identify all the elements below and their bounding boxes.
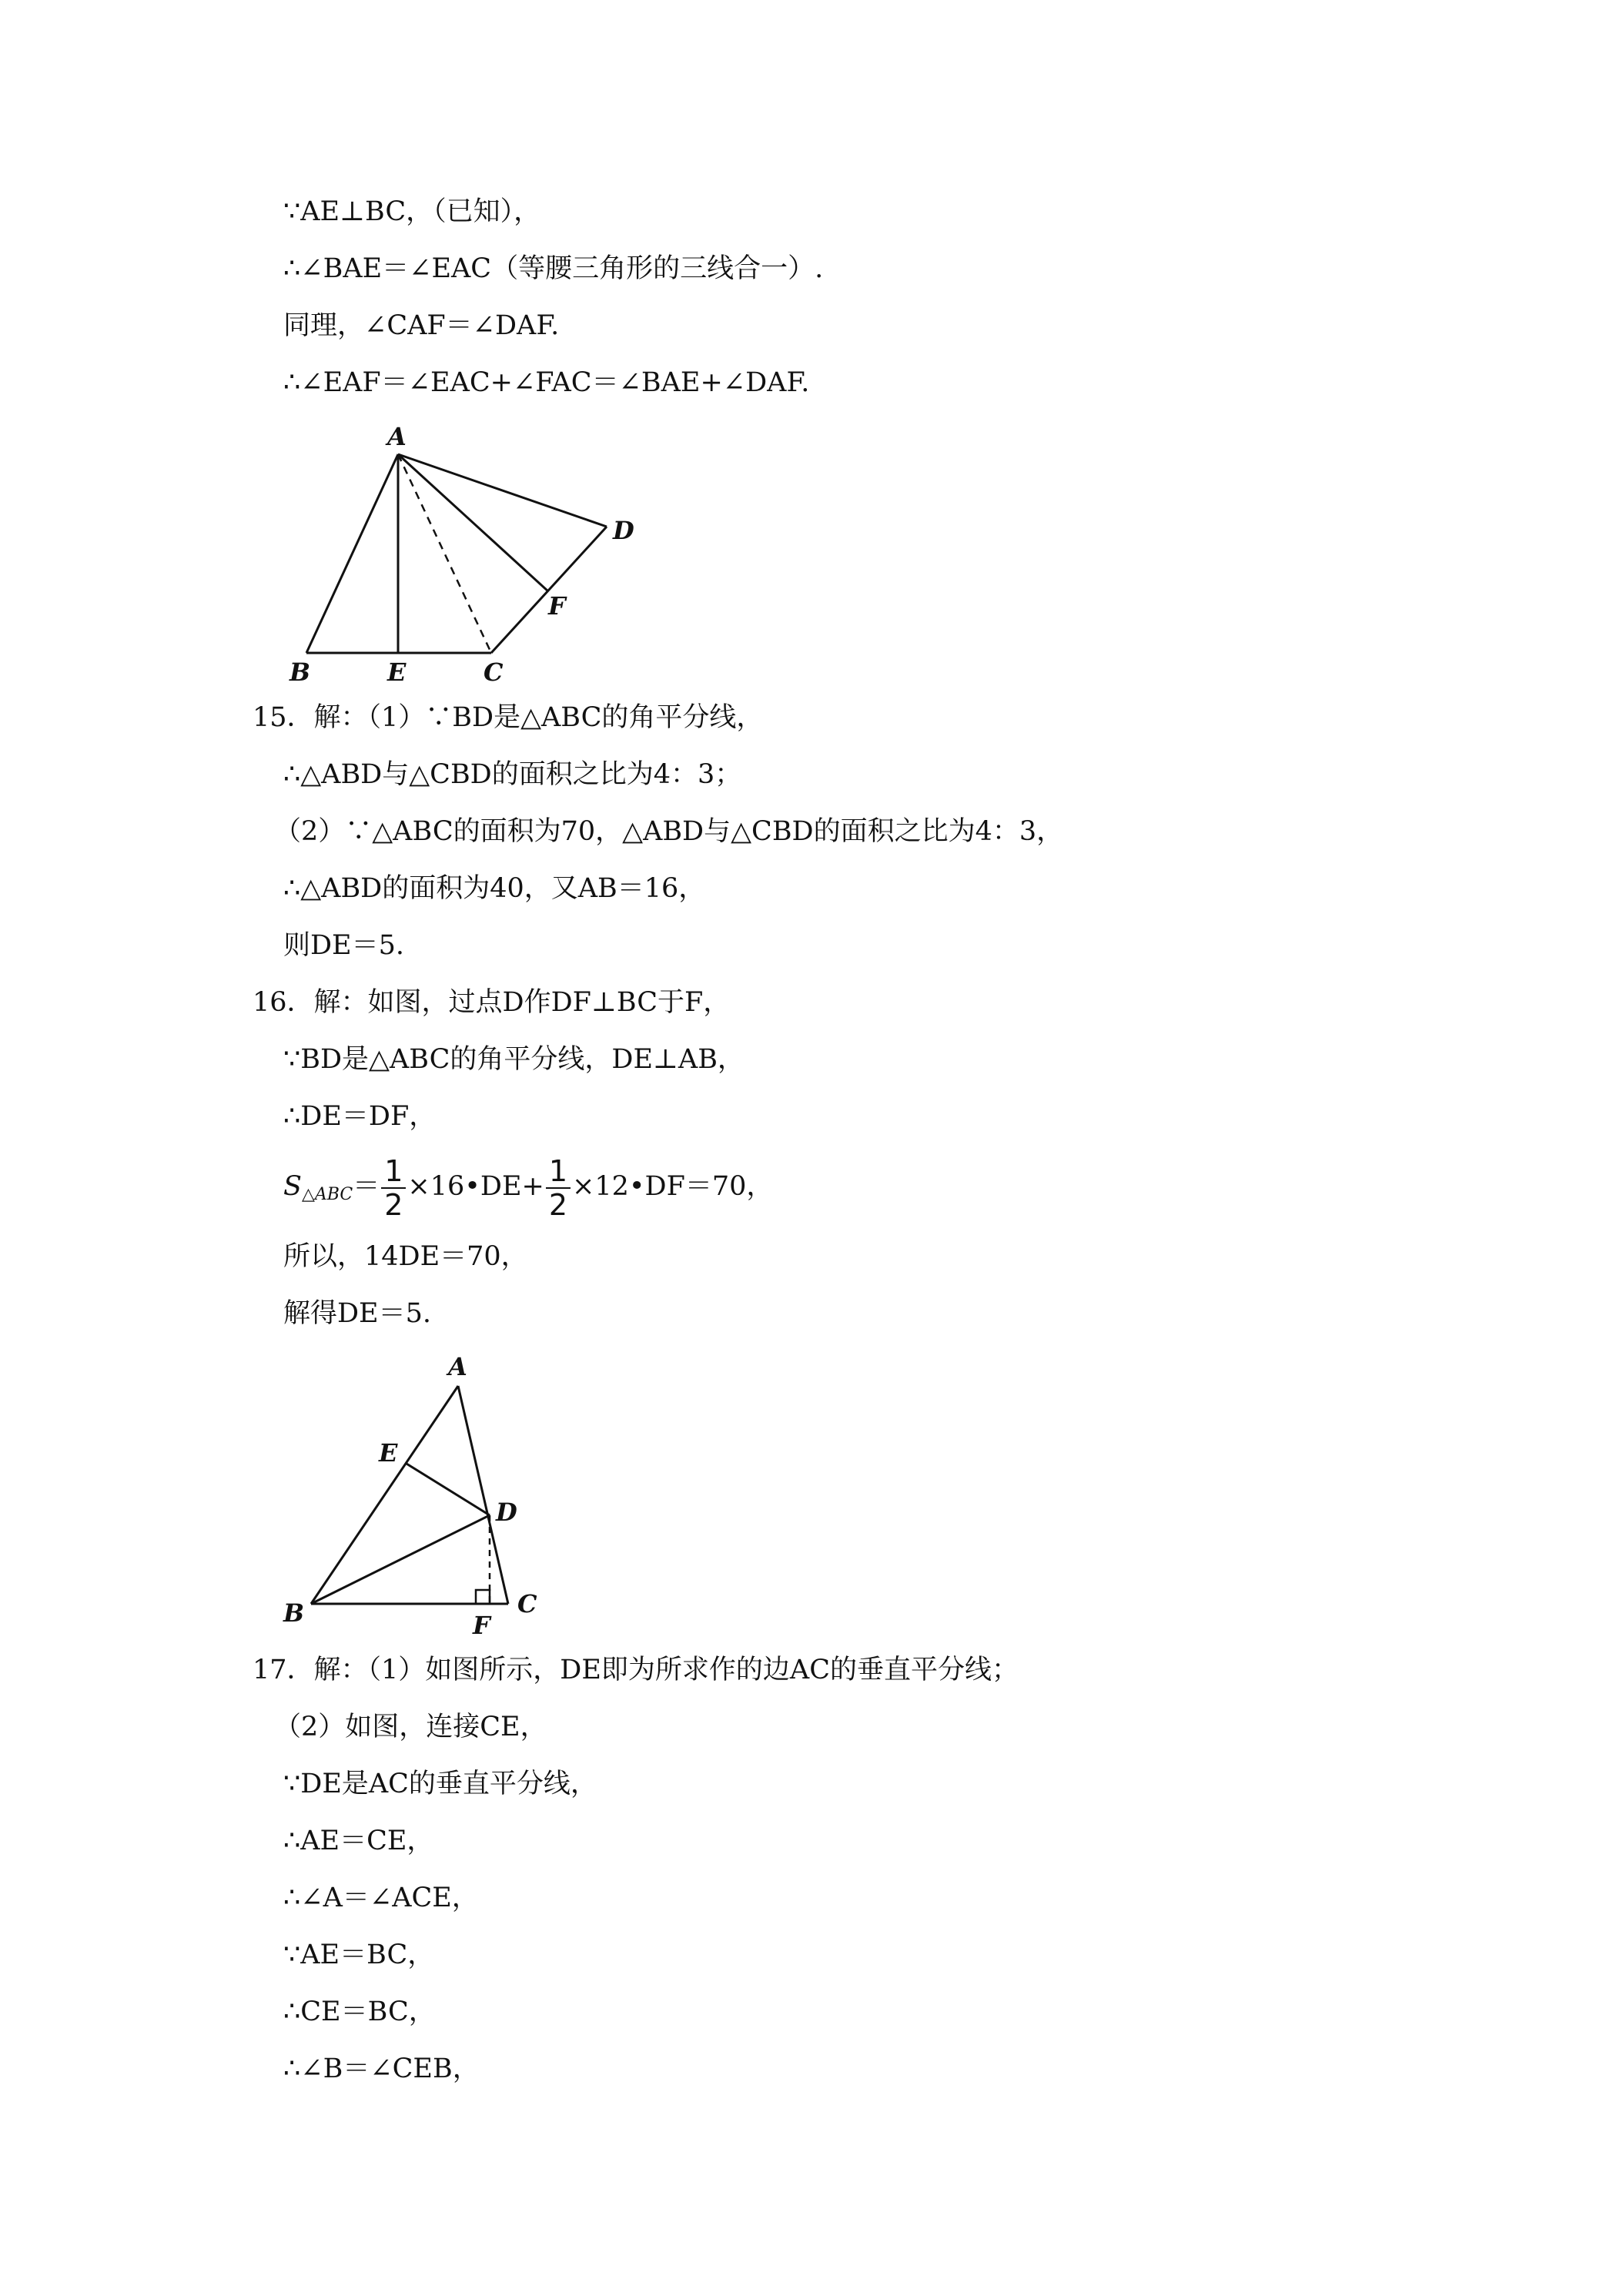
text-line: ∴∠EAF＝∠EAC+∠FAC＝∠BAE+∠DAF. <box>283 367 810 398</box>
text-line: 解得DE＝5. <box>283 1298 432 1329</box>
formula-end: ×12•DF＝70， <box>572 1171 774 1202</box>
text-line: ∵AE⊥BC，（已知）， <box>283 196 541 227</box>
label-e: E <box>387 658 407 687</box>
text-line: ∵DE是AC的垂直平分线， <box>283 1769 597 1799</box>
figure-quadrilateral <box>285 423 647 693</box>
text-line: 15．解：（1）∵BD是△ABC的角平分线， <box>253 702 764 733</box>
fraction-half: $\frac{1}{2}$ <box>381 1155 406 1221</box>
text-line: ∴∠A＝∠ACE， <box>283 1883 479 1913</box>
fraction-half: $\frac{1}{2}$ <box>546 1155 571 1221</box>
text-line: （2）∵△ABC的面积为70，△ABD与△CBD的面积之比为4：3， <box>274 816 1064 847</box>
formula-middle: ×16•DE+ <box>407 1171 544 1202</box>
label-b: B <box>283 1598 305 1628</box>
formula-equals: ＝ <box>353 1171 380 1202</box>
label-b: B <box>289 658 311 687</box>
segment-ad <box>398 454 607 527</box>
text-line: ∴CE＝BC， <box>283 1996 436 2027</box>
right-angle-mark <box>476 1590 490 1604</box>
text-line: ∴△ABD的面积为40，又AB＝16， <box>283 873 706 904</box>
text-line: ∴∠B＝∠CEB， <box>283 2053 480 2084</box>
area-formula <box>283 1150 773 1223</box>
label-d: D <box>613 516 634 545</box>
label-d: D <box>496 1498 517 1527</box>
label-a: A <box>448 1352 467 1381</box>
text-line: 同理，∠CAF＝∠DAF. <box>283 310 560 341</box>
label-e: E <box>379 1438 398 1468</box>
segment-ac <box>458 1386 508 1604</box>
text-line: 所以，14DE＝70， <box>283 1241 528 1272</box>
label-c: C <box>484 658 504 687</box>
label-f: F <box>548 591 566 621</box>
formula-subscript: △ABC <box>301 1185 353 1204</box>
text-line: 16．解：如图，过点D作DF⊥BC于F， <box>253 987 731 1018</box>
formula-s: S <box>283 1171 302 1202</box>
label-a: A <box>387 423 407 451</box>
text-line: ∴∠BAE＝∠EAC（等腰三角形的三线合一）. <box>283 253 824 284</box>
figure-triangle <box>277 1340 570 1640</box>
label-f: F <box>473 1611 490 1640</box>
text-line: ∴DE＝DF， <box>283 1101 437 1132</box>
text-line: 17．解：（1）如图所示，DE即为所求作的边AC的垂直平分线； <box>253 1655 1019 1685</box>
text-line: ∴AE＝CE， <box>283 1826 434 1856</box>
text-line: （2）如图，连接CE， <box>274 1712 547 1742</box>
segment-ab <box>311 1386 458 1604</box>
text-line: ∵BD是△ABC的角平分线，DE⊥AB， <box>283 1044 745 1075</box>
text-line: ∴△ABD与△CBD的面积之比为4：3； <box>283 759 742 790</box>
segment-bd <box>311 1515 490 1604</box>
text-line: 则DE＝5. <box>283 930 405 961</box>
segment-af <box>398 454 548 591</box>
segment-ac <box>398 454 491 653</box>
segment-cd <box>491 527 607 653</box>
label-c: C <box>517 1589 537 1618</box>
text-line: ∵AE＝BC， <box>283 1940 435 1970</box>
segment-ab <box>306 454 398 653</box>
